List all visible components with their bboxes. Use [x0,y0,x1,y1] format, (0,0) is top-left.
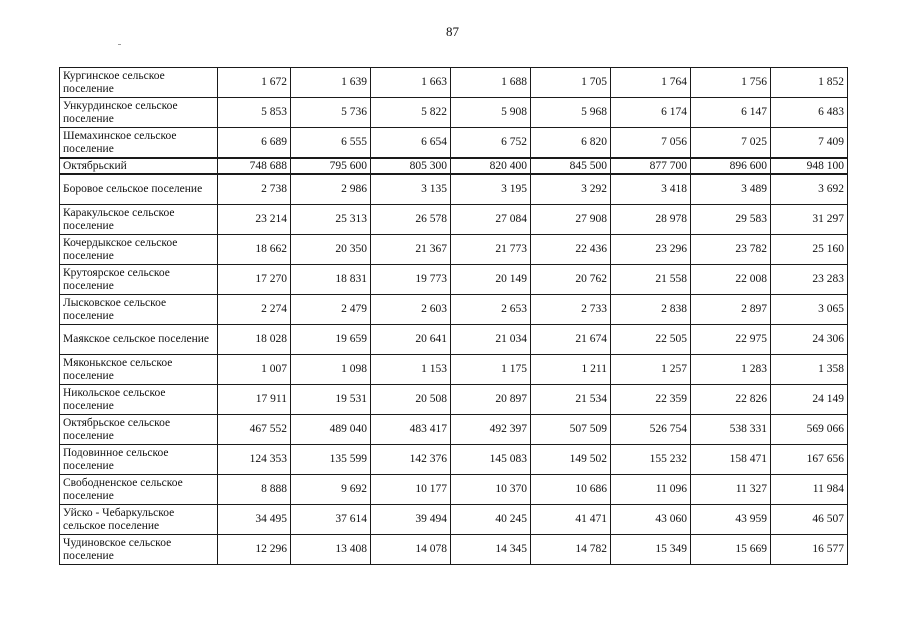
value-cell: 896 600 [691,158,771,174]
value-cell: 1 257 [611,355,691,385]
value-cell: 2 738 [218,174,291,205]
row-name-cell: Октябрьское сельское поселение [60,415,218,445]
value-cell: 27 908 [531,205,611,235]
value-cell: 805 300 [371,158,451,174]
row-name-cell: Крутоярское сельское поселение [60,265,218,295]
value-cell: 1 639 [291,68,371,98]
value-cell: 21 367 [371,235,451,265]
value-cell: 1 756 [691,68,771,98]
value-cell: 538 331 [691,415,771,445]
value-cell: 25 160 [771,235,848,265]
row-name-cell: Кочердыкское сельское поселение [60,235,218,265]
value-cell: 28 978 [611,205,691,235]
value-cell: 39 494 [371,505,451,535]
table-row [60,235,848,265]
value-cell: 23 283 [771,265,848,295]
value-cell: 11 327 [691,475,771,505]
table-row [60,128,848,159]
table-row [60,535,848,565]
value-cell: 1 663 [371,68,451,98]
value-cell: 135 599 [291,445,371,475]
value-cell: 11 096 [611,475,691,505]
value-cell: 142 376 [371,445,451,475]
row-name-cell: Свободненское сельское поселение [60,475,218,505]
value-cell: 21 558 [611,265,691,295]
table-row [60,475,848,505]
value-cell: 507 509 [531,415,611,445]
value-cell: 22 359 [611,385,691,415]
value-cell: 6 820 [531,128,611,159]
row-name-cell: Октябрьский [60,158,218,174]
value-cell: 21 534 [531,385,611,415]
value-cell: 569 066 [771,415,848,445]
value-cell: 1 358 [771,355,848,385]
value-cell: 3 065 [771,295,848,325]
value-cell: 5 853 [218,98,291,128]
value-cell: 1 211 [531,355,611,385]
value-cell: 37 614 [291,505,371,535]
value-cell: 18 831 [291,265,371,295]
value-cell: 6 147 [691,98,771,128]
value-cell: 820 400 [451,158,531,174]
value-cell: 6 483 [771,98,848,128]
value-cell: 526 754 [611,415,691,445]
value-cell: 19 659 [291,325,371,355]
value-cell: 3 292 [531,174,611,205]
value-cell: 5 968 [531,98,611,128]
row-name-cell: Кургинское сельское поселение [60,68,218,98]
value-cell: 6 555 [291,128,371,159]
value-cell: 43 060 [611,505,691,535]
value-cell: 14 345 [451,535,531,565]
page-number: 87 [446,24,459,39]
value-cell: 1 153 [371,355,451,385]
value-cell: 2 897 [691,295,771,325]
value-cell: 24 306 [771,325,848,355]
value-cell: 18 028 [218,325,291,355]
table-row [60,325,848,355]
value-cell: 20 641 [371,325,451,355]
value-cell: 25 313 [291,205,371,235]
value-cell: 26 578 [371,205,451,235]
value-cell: 3 489 [691,174,771,205]
value-cell: 17 270 [218,265,291,295]
value-cell: 10 686 [531,475,611,505]
value-cell: 9 692 [291,475,371,505]
value-cell: 2 733 [531,295,611,325]
value-cell: 11 984 [771,475,848,505]
value-cell: 20 508 [371,385,451,415]
value-cell: 20 897 [451,385,531,415]
table-row [60,415,848,445]
value-cell: 5 908 [451,98,531,128]
value-cell: 15 669 [691,535,771,565]
value-cell: 124 353 [218,445,291,475]
value-cell: 22 826 [691,385,771,415]
value-cell: 7 025 [691,128,771,159]
value-cell: 1 098 [291,355,371,385]
value-cell: 1 852 [771,68,848,98]
value-cell: 483 417 [371,415,451,445]
district-row [60,158,848,174]
value-cell: 492 397 [451,415,531,445]
value-cell: 2 479 [291,295,371,325]
value-cell: 155 232 [611,445,691,475]
table-row [60,265,848,295]
value-cell: 1 764 [611,68,691,98]
value-cell: 948 100 [771,158,848,174]
value-cell: 2 274 [218,295,291,325]
value-cell: 20 350 [291,235,371,265]
value-cell: 46 507 [771,505,848,535]
value-cell: 22 975 [691,325,771,355]
value-cell: 43 959 [691,505,771,535]
value-cell: 41 471 [531,505,611,535]
row-name-cell: Мяконькское сельское поселение [60,355,218,385]
value-cell: 34 495 [218,505,291,535]
value-cell: 21 674 [531,325,611,355]
value-cell: 1 672 [218,68,291,98]
value-cell: 10 370 [451,475,531,505]
value-cell: 22 436 [531,235,611,265]
value-cell: 14 782 [531,535,611,565]
row-name-cell: Лысковское сельское поселение [60,295,218,325]
value-cell: 23 296 [611,235,691,265]
value-cell: 2 986 [291,174,371,205]
value-cell: 167 656 [771,445,848,475]
value-cell: 23 782 [691,235,771,265]
value-cell: 3 418 [611,174,691,205]
table-row [60,355,848,385]
value-cell: 1 705 [531,68,611,98]
value-cell: 3 692 [771,174,848,205]
value-cell: 845 500 [531,158,611,174]
value-cell: 19 773 [371,265,451,295]
value-cell: 6 654 [371,128,451,159]
value-cell: 467 552 [218,415,291,445]
table-row [60,505,848,535]
value-cell: 14 078 [371,535,451,565]
row-name-cell: Ункурдинское сельское поселение [60,98,218,128]
value-cell: 1 688 [451,68,531,98]
row-name-cell: Подовинное сельское поселение [60,445,218,475]
value-cell: 149 502 [531,445,611,475]
value-cell: 748 688 [218,158,291,174]
table-row [60,68,848,98]
value-cell: 29 583 [691,205,771,235]
row-name-cell: Никольское сельское поселение [60,385,218,415]
value-cell: 5 822 [371,98,451,128]
value-cell: 8 888 [218,475,291,505]
row-name-cell: Боровое сельское поселение [60,174,218,205]
row-name-cell: Маякское сельское поселение [60,325,218,355]
value-cell: 22 008 [691,265,771,295]
value-cell: 1 175 [451,355,531,385]
value-cell: 145 083 [451,445,531,475]
data-table [59,67,848,565]
value-cell: 6 752 [451,128,531,159]
value-cell: 795 600 [291,158,371,174]
value-cell: 20 762 [531,265,611,295]
value-cell: 13 408 [291,535,371,565]
value-cell: 18 662 [218,235,291,265]
value-cell: 158 471 [691,445,771,475]
value-cell: 24 149 [771,385,848,415]
value-cell: 6 174 [611,98,691,128]
table-row [60,174,848,205]
value-cell: 15 349 [611,535,691,565]
table-row [60,445,848,475]
value-cell: 489 040 [291,415,371,445]
table-body [60,68,848,565]
value-cell: 40 245 [451,505,531,535]
value-cell: 1 007 [218,355,291,385]
row-name-cell: Шемахинское сельское поселение [60,128,218,159]
value-cell: 31 297 [771,205,848,235]
value-cell: 1 283 [691,355,771,385]
value-cell: 10 177 [371,475,451,505]
value-cell: 2 603 [371,295,451,325]
value-cell: 6 689 [218,128,291,159]
value-cell: 877 700 [611,158,691,174]
value-cell: 22 505 [611,325,691,355]
value-cell: 2 838 [611,295,691,325]
value-cell: 12 296 [218,535,291,565]
value-cell: 27 084 [451,205,531,235]
value-cell: 17 911 [218,385,291,415]
table-row [60,98,848,128]
table-row [60,205,848,235]
value-cell: 7 056 [611,128,691,159]
value-cell: 3 135 [371,174,451,205]
value-cell: 7 409 [771,128,848,159]
value-cell: 5 736 [291,98,371,128]
scan-mark [118,44,121,45]
table-row [60,385,848,415]
value-cell: 20 149 [451,265,531,295]
row-name-cell: Каракульское сельское поселение [60,205,218,235]
value-cell: 21 034 [451,325,531,355]
value-cell: 19 531 [291,385,371,415]
value-cell: 23 214 [218,205,291,235]
row-name-cell: Уйско - Чебаркульское сельское поселение [60,505,218,535]
value-cell: 2 653 [451,295,531,325]
value-cell: 3 195 [451,174,531,205]
value-cell: 16 577 [771,535,848,565]
row-name-cell: Чудиновское сельское поселение [60,535,218,565]
value-cell: 21 773 [451,235,531,265]
table-row [60,295,848,325]
